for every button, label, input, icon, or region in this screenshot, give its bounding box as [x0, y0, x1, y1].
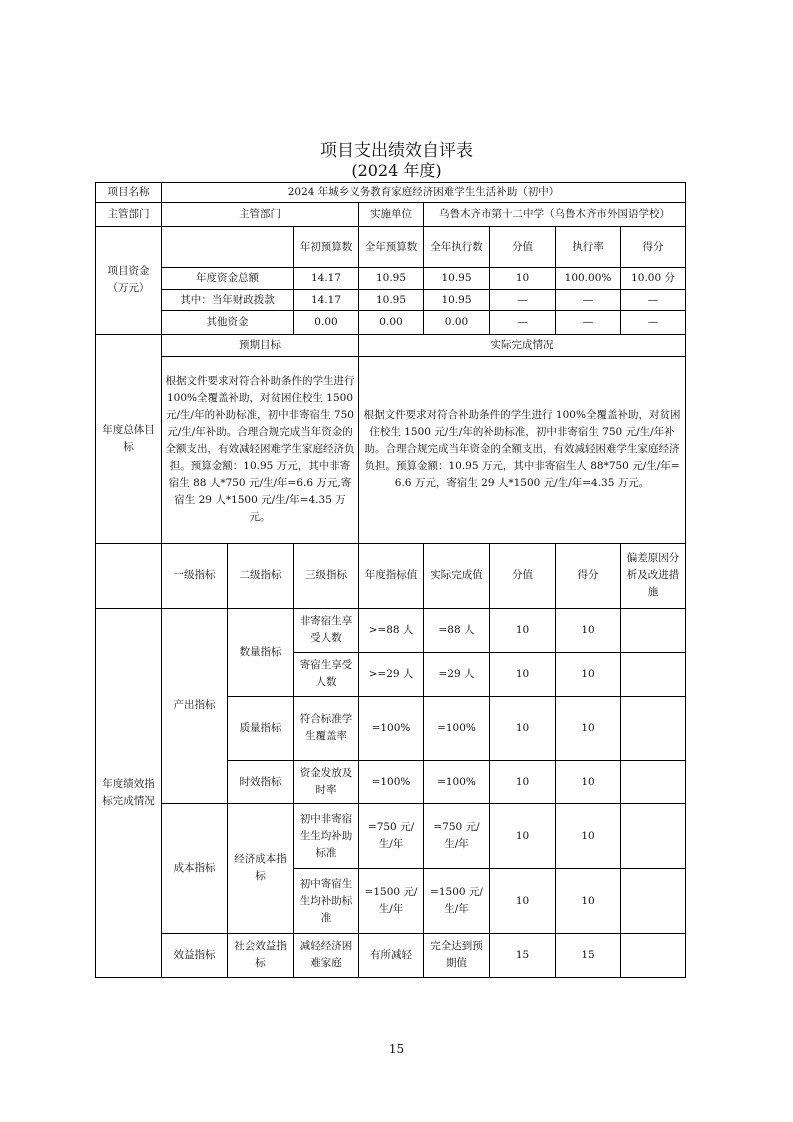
- indicator-score: 15: [556, 933, 621, 977]
- funds-cell: 0.00: [359, 311, 424, 334]
- project-name-value: 2024 年城乡义务教育家庭经济困难学生生活补助（初中）: [162, 183, 686, 203]
- indicator-header: 得分: [556, 544, 621, 608]
- funds-row-label: 其他资金: [162, 311, 294, 334]
- funds-header: 全年预算数: [359, 227, 424, 268]
- funds-header: 全年执行数: [424, 227, 490, 268]
- funds-header: 执行率: [556, 227, 621, 268]
- indicator-score-value: 15: [490, 933, 556, 977]
- indicator-name: 寄宿生享受人数: [294, 652, 359, 696]
- funds-row-label: 其中：当年财政拨款: [162, 290, 294, 311]
- indicator-header: 实际完成值: [424, 544, 490, 608]
- funds-cell: 14.17: [294, 268, 359, 290]
- indicator-score: 10: [556, 869, 621, 933]
- indicator-score-value: 10: [490, 608, 556, 652]
- indicator-note: [621, 933, 686, 977]
- funds-cell: 10.95: [359, 268, 424, 290]
- economic-cost-indicator-label: 经济成本指标: [228, 804, 294, 933]
- indicator-score: 10: [556, 652, 621, 696]
- quantity-indicator-label: 数量指标: [228, 608, 294, 696]
- funds-label: 项目资金（万元）: [96, 227, 162, 334]
- indicator-note: [621, 652, 686, 696]
- indicator-actual: 完全达到预期值: [424, 933, 490, 977]
- expected-goal-text: 根据文件要求对符合补助条件的学生进行 100%全覆盖补助，对贫困住校生 1500 元/生/年的补助标准，初中非寄宿生 750 元/生/年补助。合理合规完成当年资金的全额支出，有效减轻困难学生家庭经济负担。预算金额：10.95 万元，其中非寄宿生 88 人*750 元/生/年=6.6 万元,寄宿生 29 人*1500 元/生/年=4.35 万元。: [162, 356, 359, 544]
- impl-value: 乌鲁木齐市第十二中学（乌鲁木齐市外国语学校）: [424, 203, 686, 227]
- indicator-score: 10: [556, 608, 621, 652]
- social-benefit-indicator-label: 社会效益指标: [228, 933, 294, 977]
- quality-indicator-label: 质量指标: [228, 696, 294, 760]
- indicator-actual: =1500 元/生/年: [424, 869, 490, 933]
- indicator-target: =750 元/生/年: [359, 804, 424, 869]
- indicator-header: 一级指标: [162, 544, 228, 608]
- indicator-actual: =100%: [424, 696, 490, 760]
- self-evaluation-table: [95, 182, 686, 978]
- page-title: 项目支出绩效自评表: [320, 141, 473, 161]
- funds-header: 得分: [621, 227, 686, 268]
- indicator-header: 二级指标: [228, 544, 294, 608]
- indicator-note: [621, 696, 686, 760]
- dept-label: 主管部门: [96, 203, 162, 227]
- benefit-indicator-label: 效益指标: [162, 933, 228, 977]
- indicator-header: 偏差原因分析及改进措施: [621, 544, 686, 608]
- indicator-score-value: 10: [490, 652, 556, 696]
- indicator-name: 初中非寄宿生生均补助标准: [294, 804, 359, 869]
- indicator-actual: =88 人: [424, 608, 490, 652]
- funds-cell: —: [490, 311, 556, 334]
- output-indicator-label: 产出指标: [162, 608, 228, 804]
- dept-value: 主管部门: [162, 203, 359, 227]
- indicator-name: 非寄宿生享受人数: [294, 608, 359, 652]
- funds-cell: 100.00%: [556, 268, 621, 290]
- indicator-score: 10: [556, 696, 621, 760]
- indicator-target: =1500 元/生/年: [359, 869, 424, 933]
- cost-indicator-label: 成本指标: [162, 804, 228, 933]
- indicator-actual: =29 人: [424, 652, 490, 696]
- page-number: 15: [388, 1042, 405, 1056]
- indicator-actual: =750 元/生/年: [424, 804, 490, 869]
- indicator-name: 符合标准学生覆盖率: [294, 696, 359, 760]
- indicator-name: 资金发放及时率: [294, 761, 359, 804]
- funds-cell: 10.95: [424, 268, 490, 290]
- indicator-score-value: 10: [490, 696, 556, 760]
- indicator-name: 初中寄宿生生均补助标准: [294, 869, 359, 933]
- indicator-target: >=88 人: [359, 608, 424, 652]
- indicator-header: 分值: [490, 544, 556, 608]
- indicator-note: [621, 608, 686, 652]
- funds-header-blank: [162, 227, 294, 268]
- indicator-name: 减轻经济困难家庭: [294, 933, 359, 977]
- funds-cell: —: [490, 290, 556, 311]
- indicator-score: 10: [556, 761, 621, 804]
- funds-cell: 0.00: [424, 311, 490, 334]
- funds-cell: 10.00 分: [621, 268, 686, 290]
- indicator-target: =100%: [359, 696, 424, 760]
- indicator-target: 有所减轻: [359, 933, 424, 977]
- indicator-score-value: 10: [490, 869, 556, 933]
- funds-cell: —: [621, 290, 686, 311]
- indicator-header: 年度指标值: [359, 544, 424, 608]
- impl-label: 实施单位: [359, 203, 424, 227]
- indicator-target: =100%: [359, 761, 424, 804]
- funds-header: 年初预算数: [294, 227, 359, 268]
- funds-cell: —: [556, 290, 621, 311]
- indicator-score-value: 10: [490, 761, 556, 804]
- funds-cell: —: [556, 311, 621, 334]
- indicator-note: [621, 804, 686, 869]
- indicator-note: [621, 869, 686, 933]
- indicator-header: 三级指标: [294, 544, 359, 608]
- indicator-note: [621, 761, 686, 804]
- funds-header: 分值: [490, 227, 556, 268]
- funds-row-label: 年度资金总额: [162, 268, 294, 290]
- indicator-score: 10: [556, 804, 621, 869]
- funds-cell: 10.95: [359, 290, 424, 311]
- goals-label: 年度总体目标: [96, 334, 162, 544]
- project-name-label: 项目名称: [96, 183, 162, 203]
- actual-result-text: 根据文件要求对符合补助条件的学生进行 100%全覆盖补助，对贫困住校生 1500 元/生/年的补助标准，初中非寄宿生 750 元/生/年补助。合理合规完成当年资金的全额支出，有效减轻困难学生家庭经济负担。预算金额：10.95 万元，其中非寄宿生人 88*750 元/生/年=6.6 万元，寄宿生 29 人*1500 元/生/年=4.35 万元。: [359, 356, 686, 544]
- funds-cell: —: [621, 311, 686, 334]
- indicator-header-blank: [96, 544, 162, 608]
- funds-cell: 10: [490, 268, 556, 290]
- indicator-score-value: 10: [490, 804, 556, 869]
- actual-result-header: 实际完成情况: [359, 334, 686, 356]
- indicator-actual: =100%: [424, 761, 490, 804]
- expected-goal-header: 预期目标: [162, 334, 359, 356]
- page-subtitle: (2024 年度): [351, 161, 442, 180]
- funds-cell: 0.00: [294, 311, 359, 334]
- timeliness-indicator-label: 时效指标: [228, 761, 294, 804]
- funds-cell: 10.95: [424, 290, 490, 311]
- funds-cell: 14.17: [294, 290, 359, 311]
- indicator-section-label: 年度绩效指标完成情况: [96, 608, 162, 977]
- indicator-target: >=29 人: [359, 652, 424, 696]
